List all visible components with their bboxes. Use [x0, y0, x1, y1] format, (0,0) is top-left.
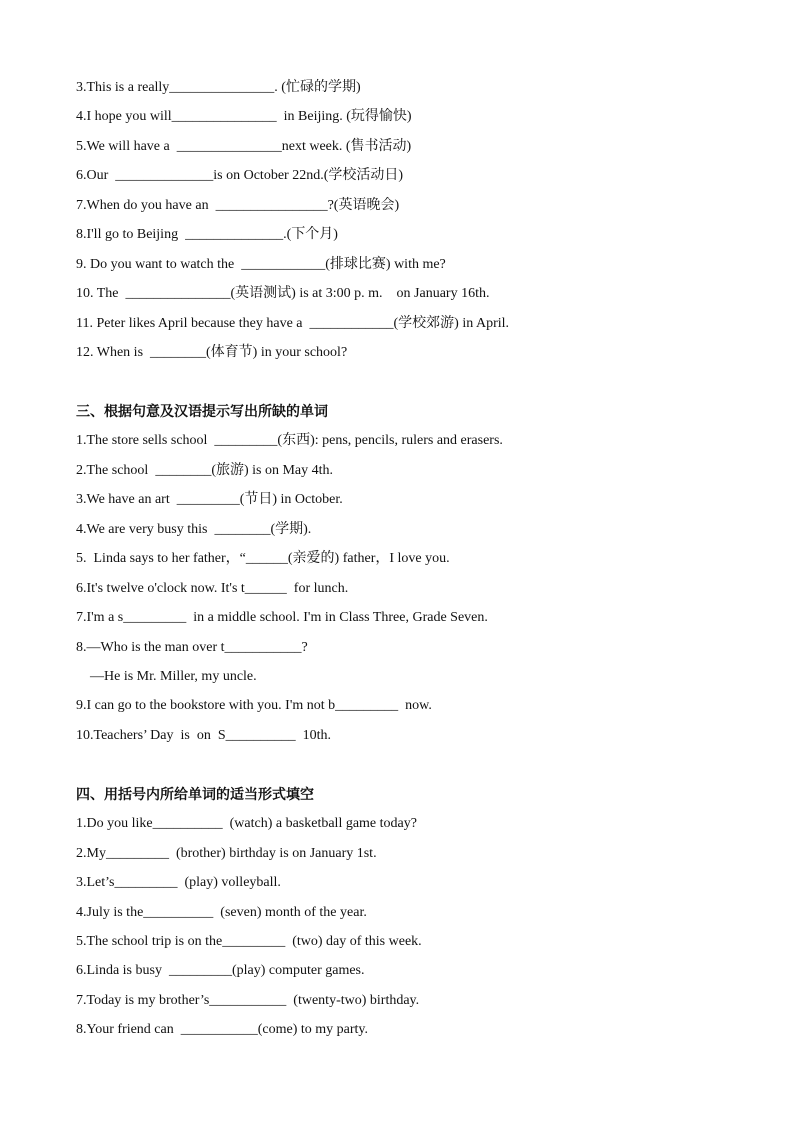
exercise-item: 7.I'm a s_________ in a middle school. I'm in Class Three, Grade Seven. — [76, 610, 488, 625]
exercise-item: 7.When do you have an ________________?(英语晚会) — [76, 198, 400, 213]
exercise-item: 6.It's twelve o'clock now. It's t______ for lunch. — [76, 581, 349, 596]
exercise-item: 1.Do you like__________ (watch) a basketball game today? — [76, 816, 417, 831]
exercise-item: 10. The _______________(英语测试) is at 3:00 p. m. on January 16th. — [76, 286, 490, 301]
exercise-item: 10.Teachers’ Day is on S__________ 10th. — [76, 728, 332, 743]
exercise-item: 4.I hope you will_______________ in Beijing. (玩得愉快) — [76, 109, 412, 124]
exercise-item: 11. Peter likes April because they have a ____________(学校郊游) in April. — [76, 316, 510, 331]
exercise-item: 3.Let’s_________ (play) volleyball. — [76, 875, 281, 890]
exercise-item: 2.My_________ (brother) birthday is on January 1st. — [76, 846, 377, 861]
exercise-item: 3.We have an art _________(节日) in October. — [76, 492, 343, 507]
exercise-item: 8.—Who is the man over t___________? — [76, 640, 308, 655]
exercise-item: 4.We are very busy this ________(学期). — [76, 522, 312, 537]
exercise-item: 12. When is ________(体育节) in your school? — [76, 345, 348, 360]
exercise-item: 5. Linda says to her father，“______(亲爱的) father，I love you. — [76, 551, 450, 566]
exercise-item: 9. Do you want to watch the ____________(排球比赛) with me? — [76, 257, 446, 272]
exercise-item: 6.Our ______________is on October 22nd.(学校活动日) — [76, 168, 404, 183]
section-heading: 三、根据句意及汉语提示写出所缺的单词 — [76, 404, 328, 420]
exercise-item: 9.I can go to the bookstore with you. I'm not b_________ now. — [76, 698, 432, 713]
exercise-item: 4.July is the__________ (seven) month of the year. — [76, 905, 367, 920]
exercise-item: 7.Today is my brother’s___________ (twenty-two) birthday. — [76, 993, 420, 1008]
section-heading: 四、用括号内所给单词的适当形式填空 — [76, 787, 314, 803]
exercise-item: 8.I'll go to Beijing ______________.(下个月) — [76, 227, 338, 242]
exercise-item: 1.The store sells school _________(东西): pens, pencils, rulers and erasers. — [76, 433, 503, 448]
exercise-item: 5.We will have a _______________next week. (售书活动) — [76, 139, 412, 154]
exercise-item: 6.Linda is busy _________(play) computer games. — [76, 963, 365, 978]
exercise-item-answer: —He is Mr. Miller, my uncle. — [90, 669, 257, 684]
exercise-item: 8.Your friend can ___________(come) to my party. — [76, 1022, 369, 1037]
exercise-item: 5.The school trip is on the_________ (two) day of this week. — [76, 934, 422, 949]
exercise-item: 3.This is a really_______________. (忙碌的学期) — [76, 80, 361, 95]
exercise-item: 2.The school ________(旅游) is on May 4th. — [76, 463, 334, 478]
